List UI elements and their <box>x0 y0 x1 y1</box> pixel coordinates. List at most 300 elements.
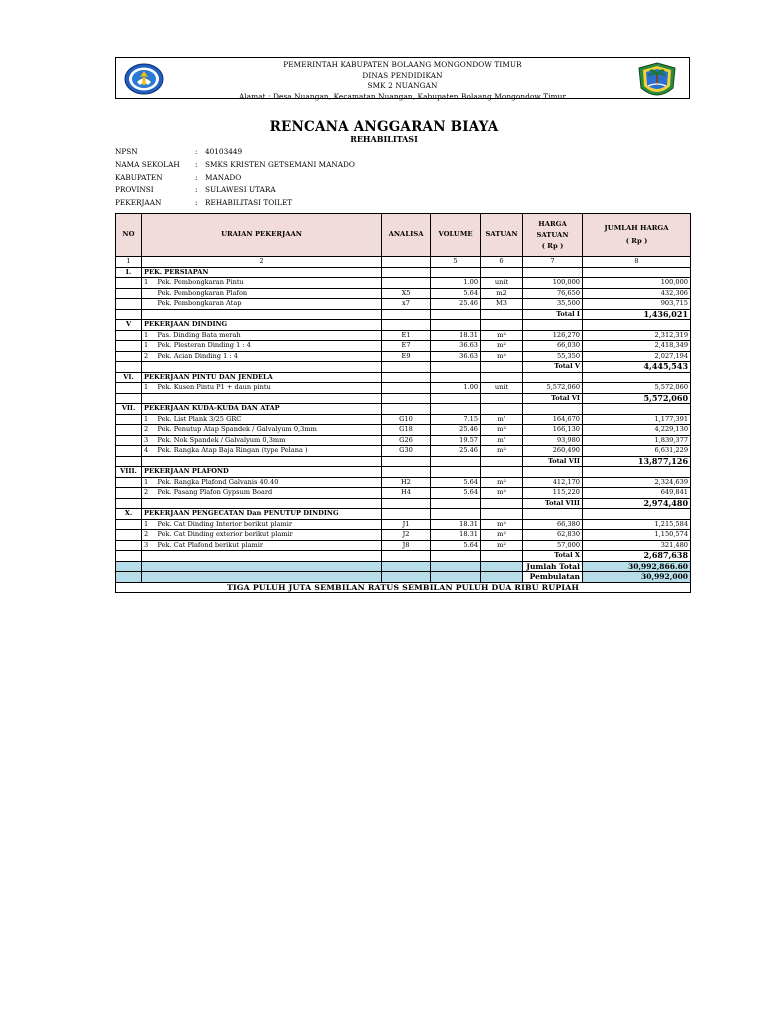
empty-cell <box>583 404 691 415</box>
item-harga-satuan: 35,500 <box>523 299 583 310</box>
item-harga-satuan: 126,270 <box>523 330 583 341</box>
item-jumlah-harga: 2,027,194 <box>583 351 691 362</box>
item-harga-satuan: 166,130 <box>523 425 583 436</box>
section-total-label: Total I <box>523 309 583 320</box>
empty-cell <box>116 435 142 446</box>
item-description: Pek. Nok Spandek / Galvalyum 0,3mm <box>156 435 382 446</box>
empty-cell <box>116 519 142 530</box>
item-volume: 5.64 <box>431 488 481 499</box>
empty-cell <box>142 393 382 404</box>
header-jumlah-harga <box>583 214 691 257</box>
identity-colon: : <box>195 198 198 208</box>
item-satuan: m² <box>481 530 523 541</box>
empty-cell <box>116 341 142 352</box>
empty-cell <box>116 446 142 457</box>
section-total-row <box>116 393 691 404</box>
section-total-value: 2,974,480 <box>583 498 691 509</box>
item-harga-satuan: 412,170 <box>523 477 583 488</box>
item-description: Pek. Cat Plafond berikut plamir <box>156 540 382 551</box>
section-title: PEKERJAAN PINTU DAN JENDELA <box>142 372 382 383</box>
item-number: 3 <box>142 540 156 551</box>
empty-cell <box>116 309 142 320</box>
item-volume: 25.46 <box>431 299 481 310</box>
index-cell: 6 <box>481 257 523 268</box>
header-school-line: SMK 2 NUANGAN <box>367 81 438 90</box>
item-analisa: J2 <box>382 530 431 541</box>
item-satuan: m² <box>481 330 523 341</box>
table-header-row <box>116 214 691 257</box>
item-number: 2 <box>142 425 156 436</box>
section-row <box>116 267 691 278</box>
identity-colon: : <box>195 147 198 156</box>
empty-cell <box>481 509 523 520</box>
item-description: Pek. Plesteran Dinding 1 : 4 <box>156 341 382 352</box>
item-description: Pek. Penutup Atap Spandek / Galvalyum 0,3mm <box>156 425 382 436</box>
section-row <box>116 509 691 520</box>
empty-cell <box>142 309 382 320</box>
table-row <box>116 351 691 362</box>
item-analisa: H2 <box>382 477 431 488</box>
item-jumlah-harga: 1,177,391 <box>583 414 691 425</box>
empty-cell <box>116 299 142 310</box>
empty-cell <box>382 498 431 509</box>
empty-cell <box>382 267 431 278</box>
table-row <box>116 488 691 499</box>
item-analisa: H4 <box>382 488 431 499</box>
index-cell: 5 <box>431 257 481 268</box>
index-cell: 8 <box>583 257 691 268</box>
item-volume: 1.00 <box>431 278 481 289</box>
empty-cell <box>523 267 583 278</box>
index-cell: 2 <box>142 257 382 268</box>
section-total-value: 5,572,060 <box>583 393 691 404</box>
item-volume: 18.31 <box>431 519 481 530</box>
empty-cell <box>523 320 583 331</box>
empty-cell <box>481 456 523 467</box>
empty-cell <box>481 372 523 383</box>
identity-colon: : <box>195 159 198 169</box>
empty-cell <box>142 498 382 509</box>
empty-cell <box>523 372 583 383</box>
table-row <box>116 425 691 436</box>
item-volume: 18.31 <box>431 330 481 341</box>
section-number: X. <box>116 509 142 520</box>
item-satuan: unit <box>481 278 523 289</box>
identity-row-kabupaten <box>115 172 355 185</box>
item-analisa: E7 <box>382 341 431 352</box>
item-satuan: m' <box>481 435 523 446</box>
item-harga-satuan: 76,650 <box>523 288 583 299</box>
empty-cell <box>116 288 142 299</box>
empty-cell <box>116 425 142 436</box>
header-harga-line1: HARGA <box>538 219 567 228</box>
item-satuan: unit <box>481 383 523 394</box>
item-harga-satuan: 164,670 <box>523 414 583 425</box>
identity-colon: : <box>195 185 198 195</box>
empty-cell <box>481 393 523 404</box>
section-total-row <box>116 309 691 320</box>
item-jumlah-harga: 2,312,319 <box>583 330 691 341</box>
table-row <box>116 519 691 530</box>
index-cell: 1 <box>116 257 142 268</box>
empty-cell <box>431 498 481 509</box>
empty-cell <box>481 267 523 278</box>
item-analisa: G18 <box>382 425 431 436</box>
item-satuan: m² <box>481 425 523 436</box>
empty-cell <box>431 404 481 415</box>
section-row <box>116 320 691 331</box>
item-volume: 36.63 <box>431 351 481 362</box>
item-analisa: E1 <box>382 330 431 341</box>
empty-cell <box>116 362 142 373</box>
identity-row-school <box>115 159 355 172</box>
item-description: Pek. List Plank 3/25 GRC <box>156 414 382 425</box>
item-volume: 5.64 <box>431 477 481 488</box>
item-jumlah-harga: 5,572,060 <box>583 383 691 394</box>
section-number: I. <box>116 267 142 278</box>
table-row <box>116 278 691 289</box>
section-title: PEK. PERSIAPAN <box>142 267 382 278</box>
item-satuan: m² <box>481 488 523 499</box>
item-jumlah-harga: 2,324,639 <box>583 477 691 488</box>
index-cell <box>382 257 431 268</box>
item-jumlah-harga: 321,480 <box>583 540 691 551</box>
item-number <box>142 288 156 299</box>
section-total-value: 4,445,543 <box>583 362 691 373</box>
item-analisa: X5 <box>382 288 431 299</box>
item-number: 2 <box>142 530 156 541</box>
empty-cell <box>431 393 481 404</box>
section-total-label: Total VII <box>523 456 583 467</box>
item-jumlah-harga: 432,306 <box>583 288 691 299</box>
section-total-label: Total X <box>523 551 583 562</box>
empty-cell <box>116 498 142 509</box>
item-volume: 25.46 <box>431 446 481 457</box>
empty-cell <box>431 372 481 383</box>
table-row <box>116 288 691 299</box>
empty-cell <box>116 414 142 425</box>
empty-cell <box>481 309 523 320</box>
item-harga-satuan: 100,000 <box>523 278 583 289</box>
item-jumlah-harga: 1,215,584 <box>583 519 691 530</box>
empty-cell <box>116 530 142 541</box>
header-analisa: ANALISA <box>382 214 431 257</box>
item-description: Pek. Pembongkaran Pintu <box>156 278 382 289</box>
empty-cell <box>116 351 142 362</box>
item-harga-satuan: 5,572,060 <box>523 383 583 394</box>
table-row <box>116 446 691 457</box>
item-number: 2 <box>142 488 156 499</box>
empty-cell <box>431 551 481 562</box>
item-number: 4 <box>142 446 156 457</box>
item-volume: 19.57 <box>431 435 481 446</box>
identity-value: MANADO <box>205 172 242 182</box>
empty-cell <box>481 362 523 373</box>
item-analisa: J8 <box>382 540 431 551</box>
item-volume: 1.00 <box>431 383 481 394</box>
header-satuan: SATUAN <box>481 214 523 257</box>
section-total-value: 13,877,126 <box>583 456 691 467</box>
empty-cell <box>583 509 691 520</box>
empty-cell <box>116 540 142 551</box>
header-jumlah-line1: JUMLAH HARGA <box>604 224 669 232</box>
item-analisa: E9 <box>382 351 431 362</box>
empty-cell <box>142 551 382 562</box>
section-total-value: 2,687,638 <box>583 551 691 562</box>
item-satuan: m² <box>481 540 523 551</box>
empty-cell <box>583 372 691 383</box>
item-analisa <box>382 383 431 394</box>
empty-cell <box>382 372 431 383</box>
identity-value: REHABILITASI TOILET <box>205 198 293 208</box>
section-number: VI. <box>116 372 142 383</box>
empty-cell <box>431 467 481 478</box>
empty-cell <box>116 278 142 289</box>
item-number <box>142 299 156 310</box>
empty-cell <box>116 456 142 467</box>
identity-colon: : <box>195 172 198 182</box>
section-title: PEKERJAAN KUDA-KUDA DAN ATAP <box>142 404 382 415</box>
item-harga-satuan: 93,980 <box>523 435 583 446</box>
header-harga-satuan <box>523 214 583 257</box>
empty-cell <box>523 467 583 478</box>
section-number: VII. <box>116 404 142 415</box>
empty-cell <box>116 477 142 488</box>
header-no: NO <box>116 214 142 257</box>
section-title: PEKERJAAN PENGECATAN Dan PENUTUP DINDING <box>142 509 382 520</box>
identity-row-provinsi <box>115 184 355 197</box>
item-volume: 5.64 <box>431 288 481 299</box>
item-description: Pek. Acian Dinding 1 : 4 <box>156 351 382 362</box>
section-row <box>116 404 691 415</box>
pembulatan-row <box>116 572 691 583</box>
letterhead-text <box>176 60 629 102</box>
identity-key: PEKERJAAN <box>115 198 162 208</box>
empty-cell <box>523 509 583 520</box>
identity-value: SMKS KRISTEN GETSEMANI MANADO <box>205 159 355 169</box>
cost-estimate-table <box>115 213 691 593</box>
section-number: V <box>116 320 142 331</box>
empty-cell <box>481 467 523 478</box>
header-uraian: URAIAN PEKERJAAN <box>142 214 382 257</box>
empty-cell <box>583 267 691 278</box>
section-total-label: Total V <box>523 362 583 373</box>
empty-cell <box>583 320 691 331</box>
item-volume: 36.63 <box>431 341 481 352</box>
item-description: Pas. Dinding Bata merah <box>156 330 382 341</box>
empty-cell <box>382 404 431 415</box>
item-satuan: m² <box>481 341 523 352</box>
item-description: Pek. Cat Dinding exterior berikut plamir <box>156 530 382 541</box>
empty-cell <box>431 362 481 373</box>
jumlah-total-label: Jumlah Total <box>523 561 583 572</box>
empty-cell <box>382 456 431 467</box>
item-description: Pek. Rangka Plafond Galvanis 40.40 <box>156 477 382 488</box>
item-harga-satuan: 66,380 <box>523 519 583 530</box>
item-satuan: m' <box>481 414 523 425</box>
item-jumlah-harga: 1,839,377 <box>583 435 691 446</box>
section-number: VIII. <box>116 467 142 478</box>
empty-cell <box>431 309 481 320</box>
table-row <box>116 341 691 352</box>
identity-key: PROVINSI <box>115 185 154 195</box>
table-row <box>116 477 691 488</box>
empty-cell <box>431 320 481 331</box>
document-subtitle: REHABILITASI <box>350 134 418 144</box>
table-row <box>116 540 691 551</box>
section-total-row <box>116 456 691 467</box>
header-harga-line2: SATUAN <box>536 230 569 239</box>
document-title: RENCANA ANGGARAN BIAYA <box>269 119 499 135</box>
item-volume: 25.46 <box>431 425 481 436</box>
item-number: 1 <box>142 519 156 530</box>
identity-value: SULAWESI UTARA <box>205 185 276 195</box>
item-volume: 7.15 <box>431 414 481 425</box>
empty-cell <box>382 551 431 562</box>
header-jumlah-line2: ( Rp ) <box>625 237 648 245</box>
empty-cell <box>382 467 431 478</box>
item-analisa: G26 <box>382 435 431 446</box>
jumlah-total-row <box>116 561 691 572</box>
identity-block <box>115 146 355 210</box>
jumlah-total-value: 30,992,866.60 <box>583 561 691 572</box>
item-jumlah-harga: 649,841 <box>583 488 691 499</box>
empty-cell <box>382 509 431 520</box>
empty-cell <box>116 383 142 394</box>
header-address-line: Alamat : Desa Nuangan, Kecamatan Nuangan, Kabupaten Bolaang Mongondow Timur <box>238 91 567 101</box>
table-row <box>116 414 691 425</box>
item-jumlah-harga: 903,715 <box>583 299 691 310</box>
empty-cell <box>431 509 481 520</box>
item-satuan: m² <box>481 446 523 457</box>
section-row <box>116 372 691 383</box>
empty-cell <box>142 362 382 373</box>
item-number: 1 <box>142 341 156 352</box>
section-title: PEKERJAAN PLAFOND <box>142 467 382 478</box>
header-department-line: DINAS PENDIDIKAN <box>362 70 443 80</box>
table-row <box>116 330 691 341</box>
table-row <box>116 530 691 541</box>
section-total-label: Total VI <box>523 393 583 404</box>
item-analisa: x7 <box>382 299 431 310</box>
letterhead <box>115 57 690 99</box>
item-satuan: m² <box>481 519 523 530</box>
item-number: 1 <box>142 330 156 341</box>
identity-key: KABUPATEN <box>115 172 163 182</box>
empty-cell <box>142 456 382 467</box>
empty-cell <box>431 456 481 467</box>
item-description: Pek. Pasang Plafon Gypsum Board <box>156 488 382 499</box>
pembulatan-label: Pembulatan <box>523 572 583 583</box>
item-number: 2 <box>142 351 156 362</box>
empty-cell <box>481 404 523 415</box>
item-analisa: J1 <box>382 519 431 530</box>
section-title: PEKERJAAN DINDING <box>142 320 382 331</box>
item-satuan: M3 <box>481 299 523 310</box>
item-number: 1 <box>142 477 156 488</box>
item-description: Pek. Rangka Atap Baja Ringan (type Pelana ) <box>156 446 382 457</box>
item-description: Pek. Kusen Pintu P1 + daun pintu <box>156 383 382 394</box>
empty-cell <box>382 309 431 320</box>
terbilang-text: TIGA PULUH JUTA SEMBILAN RATUS SEMBILAN PULUH DUA RIBU RUPIAH <box>116 582 691 593</box>
section-total-value: 1,436,021 <box>583 309 691 320</box>
index-cell: 7 <box>523 257 583 268</box>
item-satuan: m2 <box>481 288 523 299</box>
identity-value: 40103449 <box>205 147 243 156</box>
item-number: 1 <box>142 414 156 425</box>
item-harga-satuan: 57,000 <box>523 540 583 551</box>
item-description: Pek. Pembongkaran Plafon <box>156 288 382 299</box>
header-harga-line3: ( Rp ) <box>541 241 564 250</box>
empty-cell <box>382 393 431 404</box>
identity-row-pekerjaan <box>115 197 355 210</box>
column-index-row <box>116 257 691 268</box>
item-harga-satuan: 62,830 <box>523 530 583 541</box>
bolaang-mongondow-timur-regency-emblem-icon <box>637 62 677 96</box>
table-row <box>116 435 691 446</box>
empty-cell <box>382 362 431 373</box>
item-number: 1 <box>142 278 156 289</box>
item-jumlah-harga: 1,150,574 <box>583 530 691 541</box>
section-row <box>116 467 691 478</box>
item-harga-satuan: 66,030 <box>523 341 583 352</box>
item-satuan: m² <box>481 477 523 488</box>
empty-cell <box>382 320 431 331</box>
item-jumlah-harga: 4,229,130 <box>583 425 691 436</box>
item-volume: 5.64 <box>431 540 481 551</box>
item-analisa: G10 <box>382 414 431 425</box>
item-satuan: m² <box>481 351 523 362</box>
tut-wuri-handayani-emblem-icon <box>124 63 164 95</box>
section-total-row <box>116 498 691 509</box>
item-jumlah-harga: 100,000 <box>583 278 691 289</box>
item-analisa: G30 <box>382 446 431 457</box>
item-description: Pek. Pembongkaran Atap <box>156 299 382 310</box>
empty-cell <box>481 320 523 331</box>
section-total-label: Total VIII <box>523 498 583 509</box>
section-total-row <box>116 362 691 373</box>
empty-cell <box>116 330 142 341</box>
item-harga-satuan: 55,350 <box>523 351 583 362</box>
item-description: Pek. Cat Dinding Interior berikut plamir <box>156 519 382 530</box>
table-row <box>116 383 691 394</box>
item-harga-satuan: 115,220 <box>523 488 583 499</box>
header-government-line: PEMERINTAH KABUPATEN BOLAANG MONGONDOW TIMUR <box>283 60 522 69</box>
item-jumlah-harga: 6,631,229 <box>583 446 691 457</box>
table-row <box>116 299 691 310</box>
identity-key: NAMA SEKOLAH <box>115 159 180 169</box>
empty-cell <box>481 498 523 509</box>
item-number: 3 <box>142 435 156 446</box>
item-number: 1 <box>142 383 156 394</box>
header-volume: VOLUME <box>431 214 481 257</box>
empty-cell <box>583 467 691 478</box>
empty-cell <box>431 267 481 278</box>
identity-row-npsn <box>115 146 355 159</box>
identity-key: NPSN <box>115 147 138 156</box>
item-harga-satuan: 260,490 <box>523 446 583 457</box>
empty-cell <box>481 551 523 562</box>
section-total-row <box>116 551 691 562</box>
terbilang-row <box>116 582 691 593</box>
empty-cell <box>116 488 142 499</box>
pembulatan-value: 30,992,000 <box>583 572 691 583</box>
item-jumlah-harga: 2,418,349 <box>583 341 691 352</box>
item-volume: 18.31 <box>431 530 481 541</box>
empty-cell <box>523 404 583 415</box>
empty-cell <box>116 551 142 562</box>
item-analisa <box>382 278 431 289</box>
